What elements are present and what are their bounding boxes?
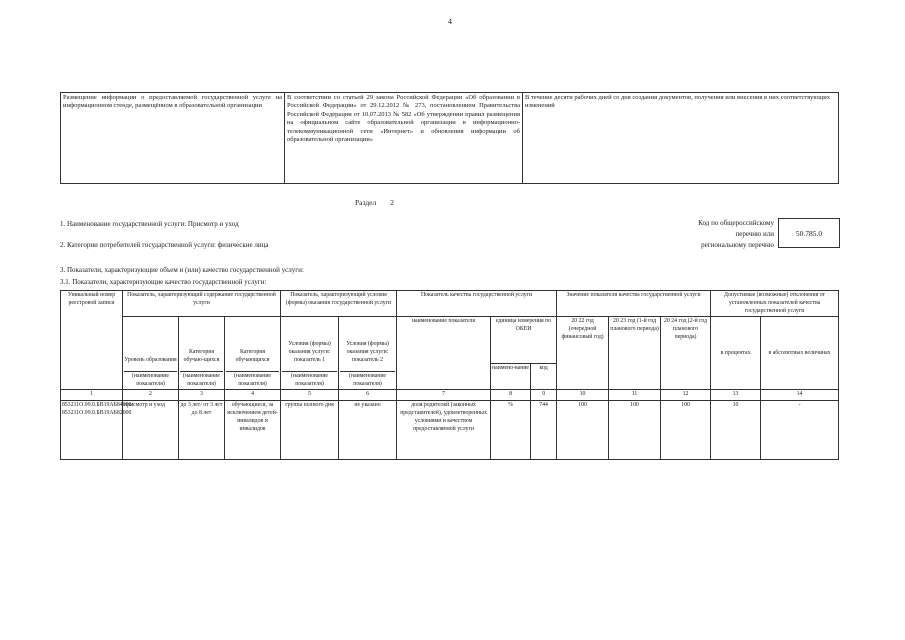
placement-method: Размещение информации о предоставляемой государственной услуге на информационном стенде, размещённом в образовательной организации xyxy=(61,93,285,184)
section-heading xyxy=(355,198,394,207)
column-numbers-row: 1 2 3 4 5 6 7 8 9 10 11 12 13 14 xyxy=(61,390,839,401)
content-col-2: Категория обучаю-щихся (наименование показателя) xyxy=(179,317,225,390)
student-category: обучающиеся, за исключением детей-инвалидов и инвалидов xyxy=(225,401,281,460)
registry-number-header: Уникальный номер реестровой записи xyxy=(61,291,123,390)
unit-name: % xyxy=(491,401,531,460)
service-content: присмотр и уход xyxy=(123,401,179,460)
value-2024: 100 xyxy=(661,401,711,460)
registry-code-value: 50.785.0 xyxy=(778,218,840,248)
content-col-3: Категория обучающихся (наименование показателя) xyxy=(225,317,281,390)
value-2023: 100 xyxy=(609,401,661,460)
value-header: Значение показателя качества государственной услуги xyxy=(557,291,711,317)
absolute-header: в абсолютных величинах xyxy=(761,317,839,390)
quality-indicators-table xyxy=(60,290,839,460)
age-category: до 3 лет/ от 3 лет до 8 лет xyxy=(179,401,225,460)
deviation-absolute: - xyxy=(761,401,839,460)
value-2022: 100 xyxy=(557,401,609,460)
section-label: Раздел xyxy=(355,198,377,207)
placement-basis: В соответствии со статьей 29 закона Российской Федерации «Об образовании в Российской Федерации» от 29.12.2012 № 273, постановлением Правительства Российской Федерации от 10.07.2013 № 582 «Об утверждении правил размещения на официальном сайте образовательной организации в информационно-телекоммуникационной сети «Интернет» и обновления информации об образовательной организации» xyxy=(285,93,523,184)
consumer-category: 2. Категории потребителей государственной услуги: физические лица xyxy=(60,241,269,249)
deviation-percent: 10 xyxy=(711,401,761,460)
registry-code-label: Код по общероссийскому перечню или региональному перечню xyxy=(698,219,774,249)
percent-header: в процентах xyxy=(711,317,761,390)
year-2022-header: 20 22 год (очередной финансовый год) xyxy=(557,317,609,390)
quality-header: Показатель качества государственной услуги xyxy=(397,291,557,317)
unit-header: единица измерения по ОКЕИ xyxy=(491,317,557,363)
condition-form-1: группа полного дня xyxy=(281,401,339,460)
deviation-header: Допустимые (возможные) отклонения от установленных показателей качества государственной услуги xyxy=(711,291,839,317)
unit-code-header: код xyxy=(531,363,557,390)
section-number: 2 xyxy=(390,198,394,207)
unit-code: 744 xyxy=(531,401,557,460)
content-header: Показатель, характеризующий содержание государственной услуги xyxy=(123,291,281,317)
quality-indicators-heading: 3.1. Показатели, характеризующие качество государственной услуги: xyxy=(60,278,267,286)
indicator-name: доля родителей (законных представителей), удовлетворенных условиями и качеством предоставляемой услуги xyxy=(397,401,491,460)
condition-col-2: Условия (формы) оказания услуги: показатель 2 (наименование показателя) xyxy=(339,317,397,390)
indicators-heading: 3. Показатели, характеризующие объем и (или) качество государственной услуги: xyxy=(60,266,304,274)
registry-number: 853211О.99.0.БВ19АБ84000/ 853211О.99.0.БВ19АБ82000 xyxy=(61,401,123,460)
info-placement-table xyxy=(60,92,839,184)
placement-frequency: В течение десяти рабочих дней со дня создания документов, получения или внесения в них соответствующих изменений xyxy=(523,93,839,184)
year-2024-header: 20 24 год (2-й год планового периода) xyxy=(661,317,711,390)
indicator-name-header: наименование показателя xyxy=(397,317,491,390)
table-row xyxy=(61,401,839,460)
condition-form-2: не указано xyxy=(339,401,397,460)
page-number: 4 xyxy=(448,17,452,26)
content-col-1: Уровень образования (наименование показателя) xyxy=(123,317,179,390)
service-name: 1. Наименование государственной услуги: Присмотр и уход xyxy=(60,220,239,228)
conditions-header: Показатель, характеризующий условия (формы) оказания государственной услуги xyxy=(281,291,397,317)
year-2023-header: 20 23 год (1-й год планового периода) xyxy=(609,317,661,390)
unit-name-header: наимено-вание xyxy=(491,363,531,390)
condition-col-1: Условия (формы) оказания услуги: показатель 1 (наименование показателя) xyxy=(281,317,339,390)
